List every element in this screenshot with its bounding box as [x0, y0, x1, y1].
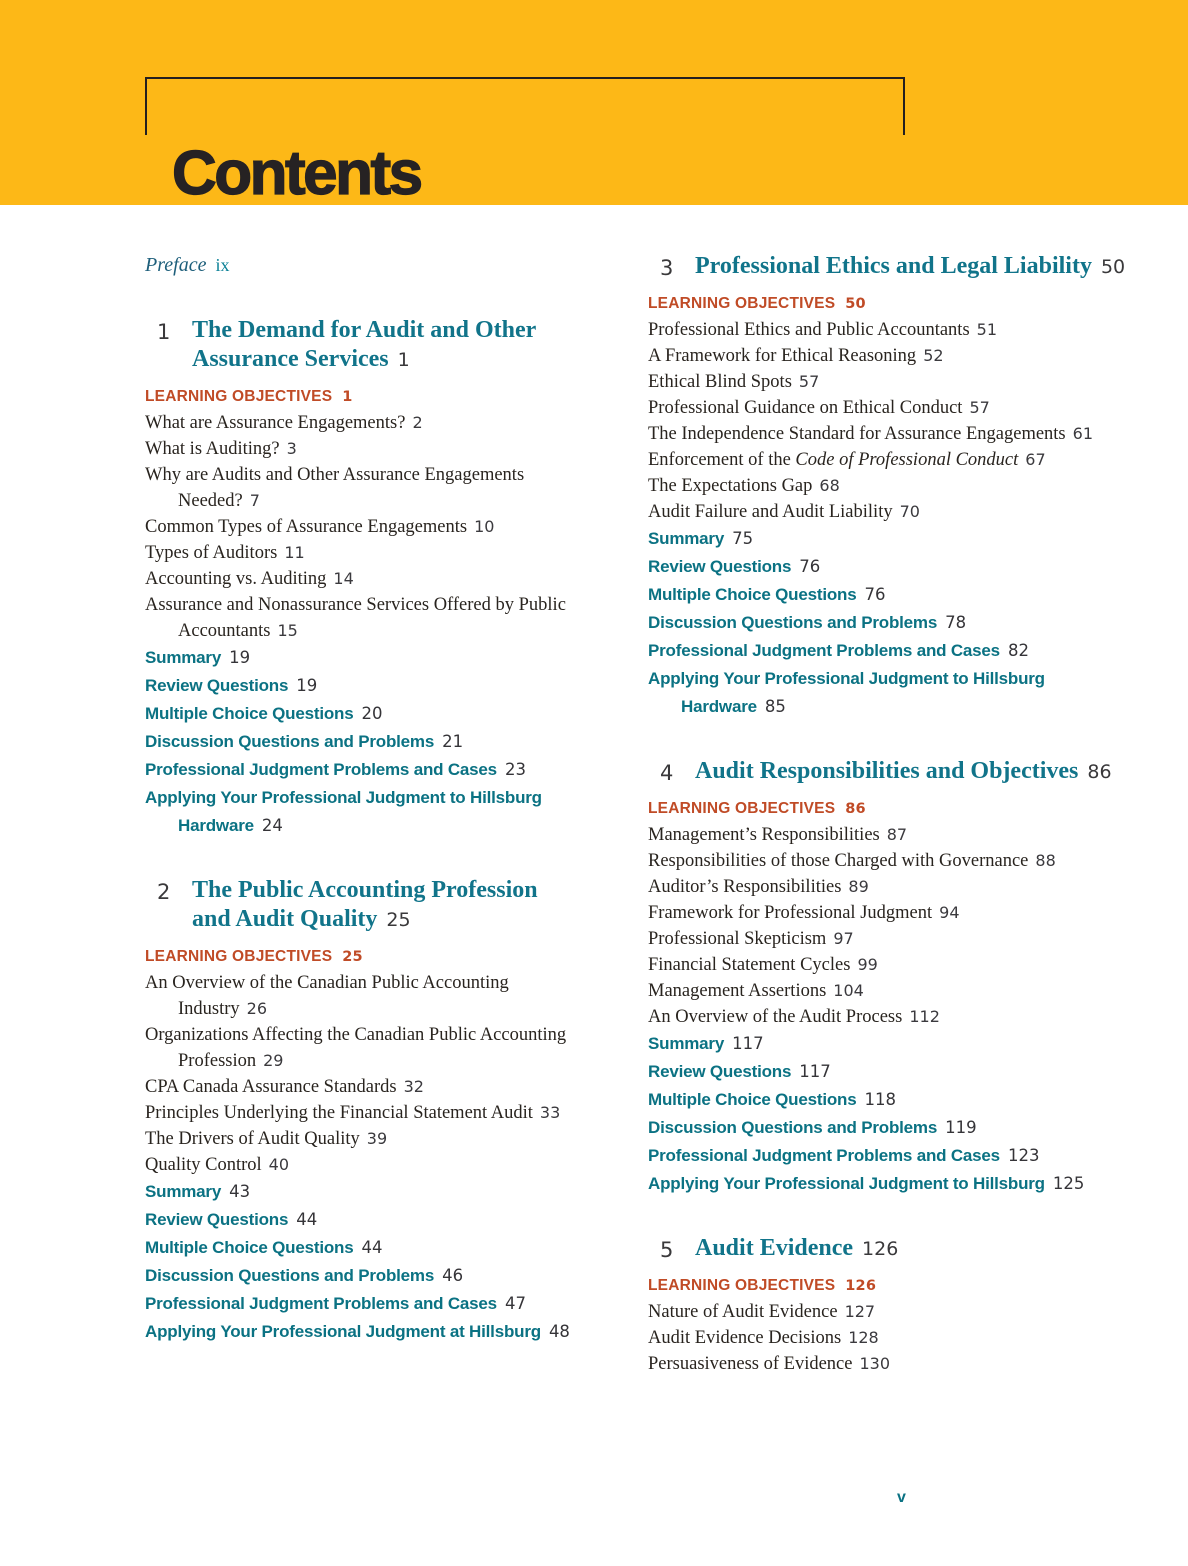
banner-frame [145, 77, 905, 135]
toc-entry [145, 944, 580, 970]
toc-entry [145, 1152, 580, 1178]
toc-entry-label: What are Assurance Engagements? [145, 413, 406, 433]
toc-entry [648, 822, 1113, 848]
toc-entry-label: The Drivers of Audit Quality [145, 1129, 360, 1149]
toc-entry [648, 1170, 1113, 1198]
toc-entry [648, 665, 1113, 721]
toc-entry [145, 514, 580, 540]
toc-entry-label: Common Types of Assurance Engagements [145, 517, 468, 537]
chapter-heading [648, 252, 1126, 282]
toc-entry [648, 421, 1113, 447]
toc-entry-label: The Expectations Gap [648, 476, 813, 496]
toc-entry-page: 47 [504, 1294, 526, 1313]
toc-entry-label: Professional Skepticism [648, 929, 827, 949]
chapter-number: 5 [660, 1238, 674, 1262]
toc-entry [648, 637, 1113, 665]
toc-entry [648, 499, 1113, 525]
toc-entry-label: Applying Your Professional Judgment to Hillsburg [648, 1174, 1045, 1193]
toc-entry-page: 20 [361, 704, 383, 723]
toc-entry-page: 78 [945, 613, 967, 632]
toc-entry-label: Multiple Choice Questions [145, 704, 354, 723]
toc-entry-page: 23 [504, 760, 526, 779]
toc-entry-label: Ethical Blind Spots [648, 372, 792, 392]
toc-entry-label: LEARNING OBJECTIVES [145, 948, 333, 965]
chapter-page-number: 1 [397, 349, 410, 371]
toc-entry-page: 97 [833, 929, 854, 948]
toc-entry-page: 70 [899, 502, 920, 521]
chapter-heading [145, 316, 580, 375]
toc-entry-page: 32 [403, 1077, 424, 1096]
preface-page: ix [215, 255, 230, 275]
chapter-page-number: 25 [386, 909, 411, 931]
chapter-heading [648, 757, 1113, 787]
toc-entry-page: 11 [284, 543, 305, 562]
chapter-entries [648, 1273, 1113, 1377]
chapter-number: 4 [660, 761, 674, 785]
toc-entry [648, 1142, 1113, 1170]
toc-entry-label: Enforcement of the [648, 450, 796, 470]
toc-entry [648, 978, 1113, 1004]
toc-entry-page: 52 [923, 346, 944, 365]
toc-entry [648, 1030, 1113, 1058]
chapter-page-number: 126 [862, 1238, 899, 1260]
toc-entry-label: Responsibilities of those Charged with Governance [648, 851, 1029, 871]
toc-entry [145, 1178, 580, 1206]
toc-entry-label: Assurance and Nonassurance Services Offered by Public Accountants [145, 595, 566, 641]
toc-entry-page: 40 [268, 1155, 290, 1174]
toc-entry-label: A Framework for Ethical Reasoning [648, 346, 917, 366]
toc-entry-page: 7 [249, 491, 260, 510]
toc-entry-page: 94 [939, 903, 960, 922]
toc-entry-label: Management Assertions [648, 981, 827, 1001]
toc-entry-label: Professional Judgment Problems and Cases [145, 1294, 497, 1313]
toc-entry [145, 592, 580, 644]
toc-entry-page: 68 [819, 476, 840, 495]
toc-entry-label: Summary [145, 1182, 222, 1201]
toc-entry-label: LEARNING OBJECTIVES [648, 295, 836, 312]
toc-entry-page: 89 [848, 877, 869, 896]
toc-entry-page: 76 [799, 557, 821, 576]
toc-entry-page: 44 [361, 1238, 383, 1257]
toc-entry-label: Summary [145, 648, 222, 667]
toc-entry-label: Applying Your Professional Judgment at Hillsburg [145, 1322, 541, 1341]
toc-entry [648, 1299, 1113, 1325]
toc-entry-label: Multiple Choice Questions [648, 1090, 857, 1109]
toc-entry-label: Why are Audits and Other Assurance Engagements Needed? [145, 465, 525, 511]
toc-entry-page: 82 [1007, 641, 1029, 660]
toc-entry-label: An Overview of the Canadian Public Accounting Industry [145, 973, 509, 1019]
toc-entry-label: LEARNING OBJECTIVES [648, 800, 836, 817]
toc-entry [648, 395, 1113, 421]
toc-entry [648, 581, 1113, 609]
toc-entry-page: 46 [442, 1266, 464, 1285]
chapter-entries [648, 291, 1113, 721]
preface-label: Preface [145, 254, 207, 276]
chapter-page-number: 50 [1100, 256, 1126, 278]
toc-entry [145, 672, 580, 700]
chapter-entries [648, 796, 1113, 1198]
toc-entry-label: Applying Your Professional Judgment to Hillsburg Hardware [648, 669, 1045, 716]
toc-entry-label: Quality Control [145, 1155, 262, 1175]
toc-entry [145, 1074, 580, 1100]
toc-entry-label: Multiple Choice Questions [648, 585, 857, 604]
toc-entry-page: 117 [732, 1034, 764, 1053]
toc-entry [145, 728, 580, 756]
toc-entry-label: Summary [648, 529, 725, 548]
toc-entry [145, 784, 580, 840]
toc-entry-label: The Independence Standard for Assurance Engagements [648, 424, 1066, 444]
toc-entry-label: Organizations Affecting the Canadian Public Accounting Profession [145, 1025, 567, 1071]
chapter-section [648, 1234, 1113, 1377]
toc-content [145, 252, 1126, 1377]
toc-entry-page: 44 [296, 1210, 318, 1229]
toc-entry-page: 3 [286, 439, 297, 458]
toc-entry-label: Review Questions [648, 557, 792, 576]
toc-entry-page: 128 [848, 1328, 879, 1347]
toc-entry [648, 952, 1113, 978]
toc-entry-label: Discussion Questions and Problems [145, 1266, 435, 1285]
toc-entry-page: 87 [886, 825, 908, 844]
toc-entry-page: 50 [845, 296, 866, 312]
toc-entry [145, 566, 580, 592]
toc-entry [648, 1114, 1113, 1142]
toc-column-left [145, 252, 580, 1377]
chapter-entries [145, 384, 580, 840]
toc-entry [648, 1325, 1113, 1351]
toc-entry-page: 118 [864, 1090, 896, 1109]
toc-entry [145, 1234, 580, 1262]
toc-entry-label: LEARNING OBJECTIVES [648, 1277, 836, 1294]
toc-entry [648, 473, 1113, 499]
toc-entry [145, 1290, 580, 1318]
toc-entry [648, 1273, 1113, 1299]
toc-entry-page: 10 [474, 517, 495, 536]
toc-entry-page: 25 [342, 949, 363, 965]
toc-entry [145, 436, 580, 462]
toc-entry [648, 900, 1113, 926]
toc-entry-page: 99 [857, 955, 878, 974]
toc-entry-page: 104 [833, 981, 864, 1000]
chapter-page-number: 86 [1087, 761, 1112, 783]
toc-entry-page: 88 [1035, 851, 1056, 870]
chapter-entries [145, 944, 580, 1346]
toc-entry [648, 796, 1113, 822]
chapter-number: 1 [157, 320, 171, 344]
toc-entry [648, 609, 1113, 637]
toc-entry-label: Professional Guidance on Ethical Conduct [648, 398, 963, 418]
toc-entry [145, 700, 580, 728]
toc-entry-page: 125 [1052, 1174, 1085, 1193]
toc-entry-page: 14 [333, 569, 354, 588]
toc-entry-page: 48 [548, 1322, 570, 1341]
toc-entry-page: 57 [798, 372, 820, 391]
toc-entry-label: Audit Evidence Decisions [648, 1328, 842, 1348]
chapter-title: The Public Accounting Profession and Audit Quality [192, 877, 538, 932]
toc-entry-page: 119 [945, 1118, 977, 1137]
chapter-number: 2 [157, 880, 171, 904]
toc-entry-label: Nature of Audit Evidence [648, 1302, 838, 1322]
chapter-section [145, 316, 580, 840]
toc-entry-page: 43 [229, 1182, 251, 1201]
chapter-title: Audit Responsibilities and Objectives [695, 758, 1079, 784]
toc-entry-page: 21 [442, 732, 464, 751]
toc-entry-label: Audit Failure and Audit Liability [648, 502, 893, 522]
toc-entry [145, 756, 580, 784]
toc-entry-page: 127 [844, 1302, 876, 1321]
toc-entry-page: 76 [864, 585, 886, 604]
toc-entry [145, 1262, 580, 1290]
preface-entry [145, 252, 580, 278]
toc-entry [648, 926, 1113, 952]
toc-entry [648, 447, 1113, 473]
chapter-heading [145, 876, 580, 935]
toc-entry [145, 462, 580, 514]
toc-entry [145, 1126, 580, 1152]
toc-entry [648, 1351, 1113, 1377]
toc-entry-page: 19 [229, 648, 251, 667]
toc-entry [145, 1206, 580, 1234]
page-title: Contents [172, 139, 421, 208]
toc-entry-label: Professional Ethics and Public Accountants [648, 320, 970, 340]
toc-entry-label: Principles Underlying the Financial Statement Audit [145, 1103, 533, 1123]
chapter-title: The Demand for Audit and Other Assurance Services [192, 317, 536, 372]
chapter-title: Professional Ethics and Legal Liability [695, 253, 1092, 279]
toc-entry-page: 24 [261, 816, 283, 835]
chapter-number: 3 [660, 256, 674, 280]
toc-entry-label: Discussion Questions and Problems [145, 732, 435, 751]
toc-entry-label: Review Questions [648, 1062, 792, 1081]
toc-entry [648, 525, 1113, 553]
toc-entry-page: 39 [366, 1129, 388, 1148]
toc-entry-label: Persuasiveness of Evidence [648, 1354, 853, 1374]
toc-entry-page: 57 [969, 398, 990, 417]
toc-entry-label: Management’s Responsibilities [648, 825, 880, 845]
chapter-section [648, 252, 1126, 721]
toc-entry-label: What is Auditing? [145, 439, 280, 459]
toc-entry-page: 112 [909, 1007, 940, 1026]
toc-entry [648, 553, 1113, 581]
toc-entry-page: 15 [277, 621, 298, 640]
folio-page-number: v [897, 1489, 906, 1506]
toc-entry-label: Discussion Questions and Problems [648, 1118, 938, 1137]
toc-entry-label: LEARNING OBJECTIVES [145, 388, 333, 405]
toc-entry [648, 848, 1113, 874]
toc-entry-label: CPA Canada Assurance Standards [145, 1077, 397, 1097]
toc-entry [145, 1100, 580, 1126]
toc-entry-page: 29 [263, 1051, 284, 1070]
toc-entry [145, 1318, 580, 1346]
toc-entry-page: 85 [764, 697, 786, 716]
toc-entry-page: 1 [342, 389, 353, 405]
toc-entry [145, 970, 580, 1022]
toc-entry [145, 410, 580, 436]
toc-entry-page: 2 [412, 413, 423, 432]
chapter-heading [648, 1234, 1113, 1264]
toc-entry [145, 1022, 580, 1074]
toc-entry-label: An Overview of the Audit Process [648, 1007, 903, 1027]
toc-entry-label: Financial Statement Cycles [648, 955, 851, 975]
toc-entry [648, 291, 1113, 317]
toc-entry [648, 317, 1113, 343]
toc-entry-page: 117 [799, 1062, 831, 1081]
toc-entry [648, 1086, 1113, 1114]
toc-entry-page: 51 [976, 320, 998, 339]
toc-entry [648, 343, 1113, 369]
toc-entry-page: 61 [1072, 424, 1093, 443]
toc-entry-label-italic: Code of Professional Conduct [795, 450, 1019, 470]
toc-entry-page: 67 [1025, 450, 1046, 469]
toc-entry [648, 874, 1113, 900]
toc-entry-label: Review Questions [145, 1210, 289, 1229]
toc-entry-label: Discussion Questions and Problems [648, 613, 938, 632]
toc-entry-label: Accounting vs. Auditing [145, 569, 327, 589]
toc-entry-page: 123 [1007, 1146, 1040, 1165]
contents-banner [0, 0, 1188, 208]
toc-entry-label: Auditor’s Responsibilities [648, 877, 842, 897]
toc-entry-page: 33 [539, 1103, 561, 1122]
toc-entry-label: Review Questions [145, 676, 289, 695]
toc-entry-label: Professional Judgment Problems and Cases [648, 1146, 1000, 1165]
chapter-section [145, 876, 580, 1346]
toc-entry-label: Professional Judgment Problems and Cases [145, 760, 497, 779]
toc-entry-label: Types of Auditors [145, 543, 278, 563]
toc-entry-page: 126 [845, 1278, 877, 1294]
chapter-title: Audit Evidence [695, 1235, 854, 1261]
toc-entry-page: 86 [845, 801, 866, 817]
toc-entry [145, 644, 580, 672]
toc-entry-label: Summary [648, 1034, 725, 1053]
toc-entry [648, 1004, 1113, 1030]
toc-entry-label: Professional Judgment Problems and Cases [648, 641, 1000, 660]
toc-entry-label: Framework for Professional Judgment [648, 903, 933, 923]
toc-entry-page: 75 [732, 529, 754, 548]
toc-entry-page: 130 [859, 1354, 891, 1373]
toc-entry [145, 540, 580, 566]
toc-entry-label: Applying Your Professional Judgment to Hillsburg Hardware [145, 788, 542, 835]
chapter-section [648, 757, 1113, 1198]
toc-entry-page: 19 [296, 676, 318, 695]
toc-entry [648, 369, 1113, 395]
toc-entry [145, 384, 580, 410]
toc-column-right [648, 252, 1126, 1377]
toc-entry [648, 1058, 1113, 1086]
toc-entry-page: 26 [246, 999, 268, 1018]
toc-entry-label: Multiple Choice Questions [145, 1238, 354, 1257]
